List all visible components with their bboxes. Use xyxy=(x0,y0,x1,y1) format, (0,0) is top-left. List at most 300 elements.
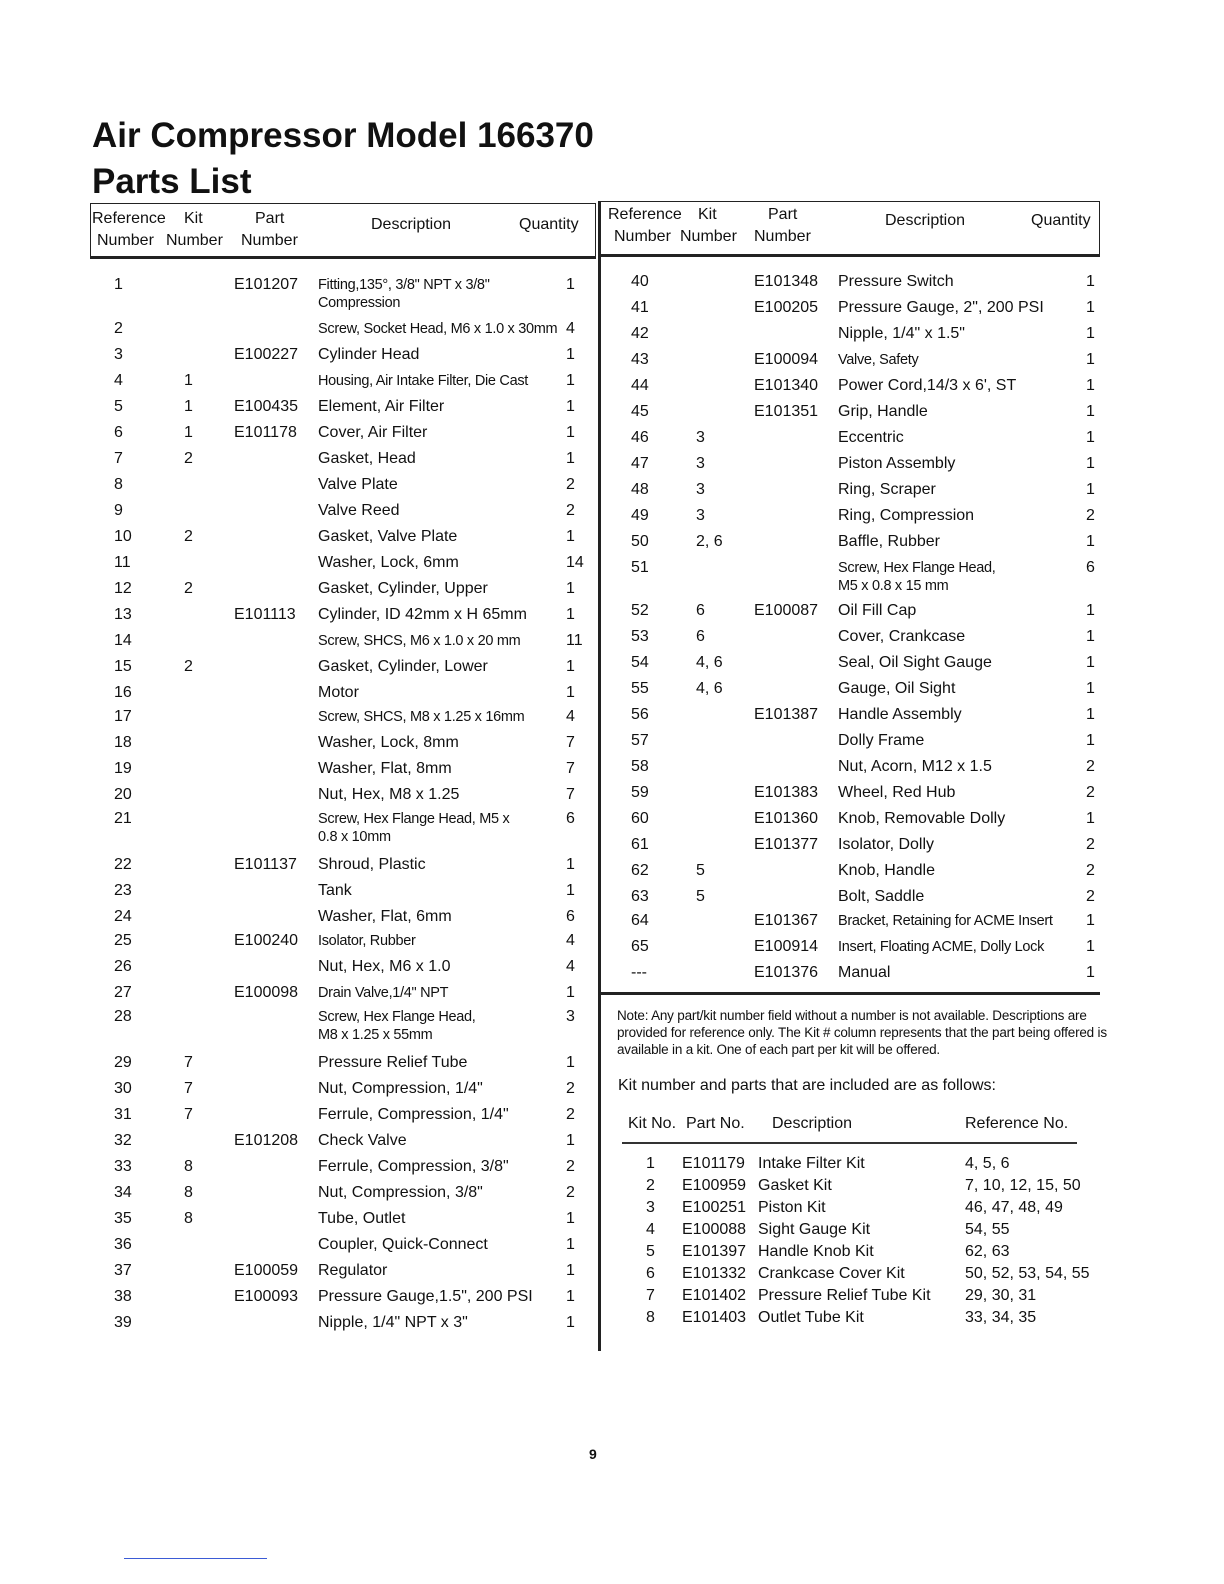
quantity: 1 xyxy=(566,1262,575,1279)
quantity: 1 xyxy=(1086,680,1095,697)
quantity: 2 xyxy=(566,1106,575,1123)
part-number: E101377 xyxy=(754,836,819,853)
reference-number: 28 xyxy=(114,1008,132,1025)
kit-number: 2 xyxy=(184,528,193,545)
kit-intro: Kit number and parts that are included are as follows: xyxy=(618,1077,996,1094)
kit-reference-numbers: 7, 10, 12, 15, 50 xyxy=(965,1177,1081,1194)
page-title: Air Compressor Model 166370 xyxy=(92,116,594,155)
reference-number: 14 xyxy=(114,632,132,649)
description: Ring, Scraper xyxy=(838,481,936,498)
quantity: 1 xyxy=(566,1314,575,1331)
reference-number: 40 xyxy=(631,273,649,290)
reference-number: 22 xyxy=(114,856,132,873)
reference-number: 41 xyxy=(631,299,649,316)
header-reference: Reference xyxy=(92,210,166,227)
part-number: E101387 xyxy=(754,706,819,723)
kit-description: Handle Knob Kit xyxy=(758,1243,874,1260)
reference-number: 43 xyxy=(631,351,649,368)
kit-number: 1 xyxy=(184,398,193,415)
description: Motor xyxy=(318,684,359,701)
description: Washer, Lock, 6mm xyxy=(318,554,459,571)
quantity: 1 xyxy=(1086,732,1095,749)
quantity: 1 xyxy=(1086,602,1095,619)
part-number: E100098 xyxy=(234,984,299,1001)
kit-number: 8 xyxy=(184,1158,193,1175)
description: Screw, SHCS, M6 x 1.0 x 20 mm xyxy=(318,633,521,649)
description: Insert, Floating ACME, Dolly Lock xyxy=(838,939,1045,955)
page-number: 9 xyxy=(589,1446,597,1462)
description: Gasket, Valve Plate xyxy=(318,528,458,545)
reference-number: 44 xyxy=(631,377,649,394)
description: Coupler, Quick-Connect xyxy=(318,1236,488,1253)
description: Screw, Hex Flange Head, xyxy=(838,560,996,576)
kit-reference-numbers: 50, 52, 53, 54, 55 xyxy=(965,1265,1090,1282)
quantity: 1 xyxy=(566,372,575,389)
kit-number: 2 xyxy=(646,1177,655,1194)
header-part: Part xyxy=(768,206,798,223)
reference-number: 53 xyxy=(631,628,649,645)
description: Seal, Oil Sight Gauge xyxy=(838,654,992,671)
kit-number: 3 xyxy=(696,455,705,472)
quantity: 1 xyxy=(1086,429,1095,446)
kit-number: 2 xyxy=(184,580,193,597)
quantity: 2 xyxy=(1086,862,1095,879)
reference-number: 49 xyxy=(631,507,649,524)
header-kit: Kit xyxy=(698,206,717,223)
header-description: Description xyxy=(885,212,966,229)
description: Nipple, 1/4" NPT x 3" xyxy=(318,1314,468,1331)
reference-number: 19 xyxy=(114,760,132,777)
description-continued: Compression xyxy=(318,295,401,311)
kit-reference-numbers: 46, 47, 48, 49 xyxy=(965,1199,1063,1216)
description-continued: 0.8 x 10mm xyxy=(318,829,391,845)
kit-description: Gasket Kit xyxy=(758,1177,832,1194)
header-description: Description xyxy=(371,216,452,233)
quantity: 7 xyxy=(566,760,575,777)
kit-number: 6 xyxy=(646,1265,655,1282)
description: Dolly Frame xyxy=(838,732,925,749)
part-number: E101351 xyxy=(754,403,819,420)
kit-number: 7 xyxy=(184,1054,193,1071)
quantity: 1 xyxy=(566,1054,575,1071)
reference-number: 2 xyxy=(114,320,123,337)
reference-number: 35 xyxy=(114,1210,132,1227)
kit-reference-numbers: 54, 55 xyxy=(965,1221,1010,1238)
quantity: 1 xyxy=(566,450,575,467)
description: Nut, Hex, M8 x 1.25 xyxy=(318,786,460,803)
description-continued: M5 x 0.8 x 15 mm xyxy=(838,578,949,594)
kit-number: 7 xyxy=(646,1287,655,1304)
description: Cylinder, ID 42mm x H 65mm xyxy=(318,606,527,623)
kit-header-description: Description xyxy=(772,1115,853,1132)
part-number: E101113 xyxy=(234,606,296,623)
part-number: E100240 xyxy=(234,932,299,949)
description: Ferrule, Compression, 1/4" xyxy=(318,1106,509,1123)
quantity: 1 xyxy=(566,984,575,1001)
quantity: 1 xyxy=(1086,938,1095,955)
quantity: 1 xyxy=(1086,912,1095,929)
quantity: 2 xyxy=(1086,836,1095,853)
reference-number: 26 xyxy=(114,958,132,975)
part-number: E101178 xyxy=(234,424,297,441)
description: Fitting,135°, 3/8" NPT x 3/8" xyxy=(318,277,490,293)
description: Nut, Compression, 1/4" xyxy=(318,1080,483,1097)
quantity: 2 xyxy=(566,1158,575,1175)
quantity: 7 xyxy=(566,734,575,751)
quantity: 1 xyxy=(566,1288,575,1305)
kit-description: Sight Gauge Kit xyxy=(758,1221,871,1238)
reference-number: 64 xyxy=(631,912,649,929)
reference-number: 29 xyxy=(114,1054,132,1071)
description: Piston Assembly xyxy=(838,455,956,472)
description: Baffle, Rubber xyxy=(838,533,940,550)
part-number: E100914 xyxy=(754,938,819,955)
description: Screw, Hex Flange Head, xyxy=(318,1009,476,1025)
kit-number: 3 xyxy=(696,507,705,524)
reference-number: 17 xyxy=(114,708,132,725)
quantity: 1 xyxy=(566,658,575,675)
quantity: 1 xyxy=(566,1236,575,1253)
description: Tube, Outlet xyxy=(318,1210,406,1227)
quantity: 1 xyxy=(566,276,575,293)
quantity: 1 xyxy=(566,606,575,623)
part-number: E100059 xyxy=(234,1262,299,1279)
part-number: E100093 xyxy=(234,1288,299,1305)
kit-description: Outlet Tube Kit xyxy=(758,1309,864,1326)
reference-number: 60 xyxy=(631,810,649,827)
description: Cover, Air Filter xyxy=(318,424,428,441)
header-part-number: Number xyxy=(241,232,298,249)
quantity: 6 xyxy=(566,810,575,827)
kit-number: 7 xyxy=(184,1106,193,1123)
header-kit-number: Number xyxy=(166,232,223,249)
reference-number: 21 xyxy=(114,810,132,827)
description: Nut, Acorn, M12 x 1.5 xyxy=(838,758,992,775)
parts-table-header-left xyxy=(90,203,596,258)
reference-number: 33 xyxy=(114,1158,132,1175)
description: Power Cord,14/3 x 6', ST xyxy=(838,377,1017,394)
kit-description: Intake Filter Kit xyxy=(758,1155,865,1172)
kit-number: 8 xyxy=(646,1309,655,1326)
description: Handle Assembly xyxy=(838,706,962,723)
description: Eccentric xyxy=(838,429,904,446)
reference-number: 62 xyxy=(631,862,649,879)
description: Element, Air Filter xyxy=(318,398,445,415)
reference-number: 56 xyxy=(631,706,649,723)
description: Tank xyxy=(318,882,352,899)
part-number: E100205 xyxy=(754,299,819,316)
description-continued: M8 x 1.25 x 55mm xyxy=(318,1027,433,1043)
header-kit: Kit xyxy=(184,210,203,227)
quantity: 1 xyxy=(1086,654,1095,671)
header-reference-number: Number xyxy=(614,228,671,245)
description: Oil Fill Cap xyxy=(838,602,917,619)
description: Bolt, Saddle xyxy=(838,888,925,905)
description: Wheel, Red Hub xyxy=(838,784,956,801)
kit-number: 7 xyxy=(184,1080,193,1097)
quantity: 1 xyxy=(566,882,575,899)
quantity: 3 xyxy=(566,1008,575,1025)
quantity: 2 xyxy=(1086,507,1095,524)
reference-number: 57 xyxy=(631,732,649,749)
footer-rule xyxy=(124,1558,267,1559)
part-number: E101348 xyxy=(754,273,819,290)
header-part-number: Number xyxy=(754,228,811,245)
kit-description: Pressure Relief Tube Kit xyxy=(758,1287,931,1304)
quantity: 2 xyxy=(1086,888,1095,905)
quantity: 4 xyxy=(566,708,575,725)
quantity: 1 xyxy=(1086,377,1095,394)
availability-note: Note: Any part/kit number field without a number is not available. Descriptions are provided for reference only. The Kit # column represents that the part being offered is available in a kit. One of each part per kit will be offered. xyxy=(617,1008,1107,1057)
header-reference: Reference xyxy=(608,206,682,223)
description: Ferrule, Compression, 3/8" xyxy=(318,1158,509,1175)
kit-number: 5 xyxy=(646,1243,655,1260)
page-subtitle: Parts List xyxy=(92,162,252,201)
reference-number: 32 xyxy=(114,1132,132,1149)
kit-header-part-no: Part No. xyxy=(686,1115,745,1132)
header-kit-number: Number xyxy=(680,228,737,245)
description: Washer, Lock, 8mm xyxy=(318,734,459,751)
reference-number: 38 xyxy=(114,1288,132,1305)
quantity: 1 xyxy=(1086,455,1095,472)
reference-number: 9 xyxy=(114,502,123,519)
description: Nut, Compression, 3/8" xyxy=(318,1184,483,1201)
kit-number: 6 xyxy=(696,628,705,645)
quantity: 1 xyxy=(566,1210,575,1227)
description: Ring, Compression xyxy=(838,507,975,524)
kit-number: 2 xyxy=(184,658,193,675)
kit-header-kit-no: Kit No. xyxy=(628,1115,677,1132)
part-number: E101376 xyxy=(754,964,819,981)
quantity: 6 xyxy=(1086,559,1095,576)
kit-reference-numbers: 62, 63 xyxy=(965,1243,1010,1260)
reference-number: 7 xyxy=(114,450,123,467)
kit-number: 3 xyxy=(646,1199,655,1216)
quantity: 1 xyxy=(566,856,575,873)
description: Pressure Gauge,1.5", 200 PSI xyxy=(318,1288,533,1305)
part-number: E100435 xyxy=(234,398,299,415)
description: Bracket, Retaining for ACME Insert xyxy=(838,913,1053,929)
reference-number: 12 xyxy=(114,580,132,597)
kit-number: 4, 6 xyxy=(696,654,723,671)
description: Manual xyxy=(838,964,891,981)
quantity: 2 xyxy=(566,1184,575,1201)
part-number: E101208 xyxy=(234,1132,299,1149)
quantity: 1 xyxy=(566,684,575,701)
column-divider xyxy=(598,201,601,1351)
description: Washer, Flat, 6mm xyxy=(318,908,452,925)
reference-number: 13 xyxy=(114,606,132,623)
kit-description: Piston Kit xyxy=(758,1199,826,1216)
kit-part-number: E100251 xyxy=(682,1199,747,1216)
header-quantity: Quantity xyxy=(1031,212,1091,229)
description: Knob, Handle xyxy=(838,862,935,879)
description: Regulator xyxy=(318,1262,388,1279)
reference-number: 47 xyxy=(631,455,649,472)
description: Cylinder Head xyxy=(318,346,420,363)
description: Shroud, Plastic xyxy=(318,856,426,873)
kit-number: 5 xyxy=(696,862,705,879)
reference-number: 27 xyxy=(114,984,132,1001)
reference-number: 63 xyxy=(631,888,649,905)
reference-number: 61 xyxy=(631,836,649,853)
quantity: 1 xyxy=(1086,481,1095,498)
header-reference-number: Number xyxy=(97,232,154,249)
reference-number: 18 xyxy=(114,734,132,751)
quantity: 1 xyxy=(1086,964,1095,981)
kit-header-reference-no: Reference No. xyxy=(965,1115,1069,1132)
description: Drain Valve,1/4" NPT xyxy=(318,985,449,1001)
kit-number: 5 xyxy=(696,888,705,905)
reference-number: 15 xyxy=(114,658,132,675)
description: Gasket, Cylinder, Upper xyxy=(318,580,488,597)
description: Nut, Hex, M6 x 1.0 xyxy=(318,958,451,975)
quantity: 1 xyxy=(1086,628,1095,645)
kit-header-rule xyxy=(622,1142,1077,1144)
reference-number: 59 xyxy=(631,784,649,801)
description: Gauge, Oil Sight xyxy=(838,680,956,697)
reference-number: 46 xyxy=(631,429,649,446)
description: Nipple, 1/4" x 1.5" xyxy=(838,325,965,342)
kit-number: 1 xyxy=(184,424,193,441)
quantity: 7 xyxy=(566,786,575,803)
quantity: 2 xyxy=(1086,758,1095,775)
part-number: E101360 xyxy=(754,810,819,827)
reference-number: 36 xyxy=(114,1236,132,1253)
reference-number: 55 xyxy=(631,680,649,697)
quantity: 4 xyxy=(566,958,575,975)
kit-number: 1 xyxy=(184,372,193,389)
kit-part-number: E101397 xyxy=(682,1243,747,1260)
description: Isolator, Rubber xyxy=(318,933,416,949)
table-end-rule xyxy=(600,992,1100,995)
kit-part-number: E101179 xyxy=(682,1155,745,1172)
description: Grip, Handle xyxy=(838,403,928,420)
description: Pressure Gauge, 2", 200 PSI xyxy=(838,299,1044,316)
description: Pressure Switch xyxy=(838,273,954,290)
description: Screw, Socket Head, M6 x 1.0 x 30mm xyxy=(318,321,558,337)
reference-number: 3 xyxy=(114,346,123,363)
quantity: 2 xyxy=(1086,784,1095,801)
quantity: 2 xyxy=(566,1080,575,1097)
header-part: Part xyxy=(255,210,285,227)
quantity: 1 xyxy=(1086,533,1095,550)
kit-number: 3 xyxy=(696,429,705,446)
description: Screw, Hex Flange Head, M5 x xyxy=(318,811,510,827)
reference-number: 34 xyxy=(114,1184,132,1201)
part-number: E101383 xyxy=(754,784,819,801)
description: Valve Plate xyxy=(318,476,398,493)
part-number: E101137 xyxy=(234,856,297,873)
kit-number: 8 xyxy=(184,1210,193,1227)
header-quantity: Quantity xyxy=(519,216,579,233)
quantity: 4 xyxy=(566,932,575,949)
description: Pressure Relief Tube xyxy=(318,1054,468,1071)
reference-number: 10 xyxy=(114,528,132,545)
reference-number: 45 xyxy=(631,403,649,420)
description: Housing, Air Intake Filter, Die Cast xyxy=(318,373,529,389)
reference-number: 50 xyxy=(631,533,649,550)
quantity: 1 xyxy=(1086,299,1095,316)
kit-number: 4 xyxy=(646,1221,655,1238)
reference-number: 20 xyxy=(114,786,132,803)
reference-number: 25 xyxy=(114,932,132,949)
quantity: 2 xyxy=(566,502,575,519)
reference-number: 1 xyxy=(114,276,123,293)
quantity: 1 xyxy=(566,1132,575,1149)
quantity: 4 xyxy=(566,320,575,337)
reference-number: 30 xyxy=(114,1080,132,1097)
quantity: 1 xyxy=(566,346,575,363)
part-number: E101207 xyxy=(234,276,299,293)
quantity: 1 xyxy=(1086,706,1095,723)
kit-reference-numbers: 33, 34, 35 xyxy=(965,1309,1037,1326)
kit-part-number: E101403 xyxy=(682,1309,747,1326)
header-rule-left xyxy=(90,256,596,259)
description: Valve Reed xyxy=(318,502,400,519)
kit-part-number: E101402 xyxy=(682,1287,747,1304)
quantity: 11 xyxy=(566,632,583,649)
kit-reference-numbers: 29, 30, 31 xyxy=(965,1287,1037,1304)
reference-number: 37 xyxy=(114,1262,132,1279)
kit-number: 2 xyxy=(184,450,193,467)
description: Isolator, Dolly xyxy=(838,836,935,853)
part-number: E101367 xyxy=(754,912,819,929)
kit-part-number: E100959 xyxy=(682,1177,747,1194)
description: Washer, Flat, 8mm xyxy=(318,760,452,777)
reference-number: 52 xyxy=(631,602,649,619)
quantity: 14 xyxy=(566,554,584,571)
quantity: 1 xyxy=(1086,403,1095,420)
description: Gasket, Head xyxy=(318,450,416,467)
quantity: 1 xyxy=(566,424,575,441)
reference-number: 31 xyxy=(114,1106,132,1123)
kit-description: Crankcase Cover Kit xyxy=(758,1265,905,1282)
description: Knob, Removable Dolly xyxy=(838,810,1006,827)
reference-number: 11 xyxy=(114,554,131,571)
reference-number: 24 xyxy=(114,908,132,925)
kit-part-number: E100088 xyxy=(682,1221,747,1238)
kit-number: 3 xyxy=(696,481,705,498)
quantity: 1 xyxy=(566,398,575,415)
quantity: 1 xyxy=(1086,325,1095,342)
reference-number: 51 xyxy=(631,559,649,576)
quantity: 1 xyxy=(566,580,575,597)
kit-number: 4, 6 xyxy=(696,680,723,697)
part-number: E100227 xyxy=(234,346,299,363)
quantity: 1 xyxy=(566,528,575,545)
reference-number: 23 xyxy=(114,882,132,899)
reference-number: 6 xyxy=(114,424,123,441)
reference-number: 8 xyxy=(114,476,123,493)
kit-part-number: E101332 xyxy=(682,1265,747,1282)
reference-number: 5 xyxy=(114,398,123,415)
quantity: 1 xyxy=(1086,810,1095,827)
reference-number: 65 xyxy=(631,938,649,955)
quantity: 2 xyxy=(566,476,575,493)
part-number: E100094 xyxy=(754,351,819,368)
reference-number: 54 xyxy=(631,654,649,671)
parts-table-header-right xyxy=(600,201,1100,256)
part-number: E101340 xyxy=(754,377,819,394)
reference-number: 42 xyxy=(631,325,649,342)
part-number: E100087 xyxy=(754,602,819,619)
kit-number: 2, 6 xyxy=(696,533,723,550)
reference-number: 48 xyxy=(631,481,649,498)
quantity: 1 xyxy=(1086,351,1095,368)
reference-number: 58 xyxy=(631,758,649,775)
quantity: 1 xyxy=(1086,273,1095,290)
